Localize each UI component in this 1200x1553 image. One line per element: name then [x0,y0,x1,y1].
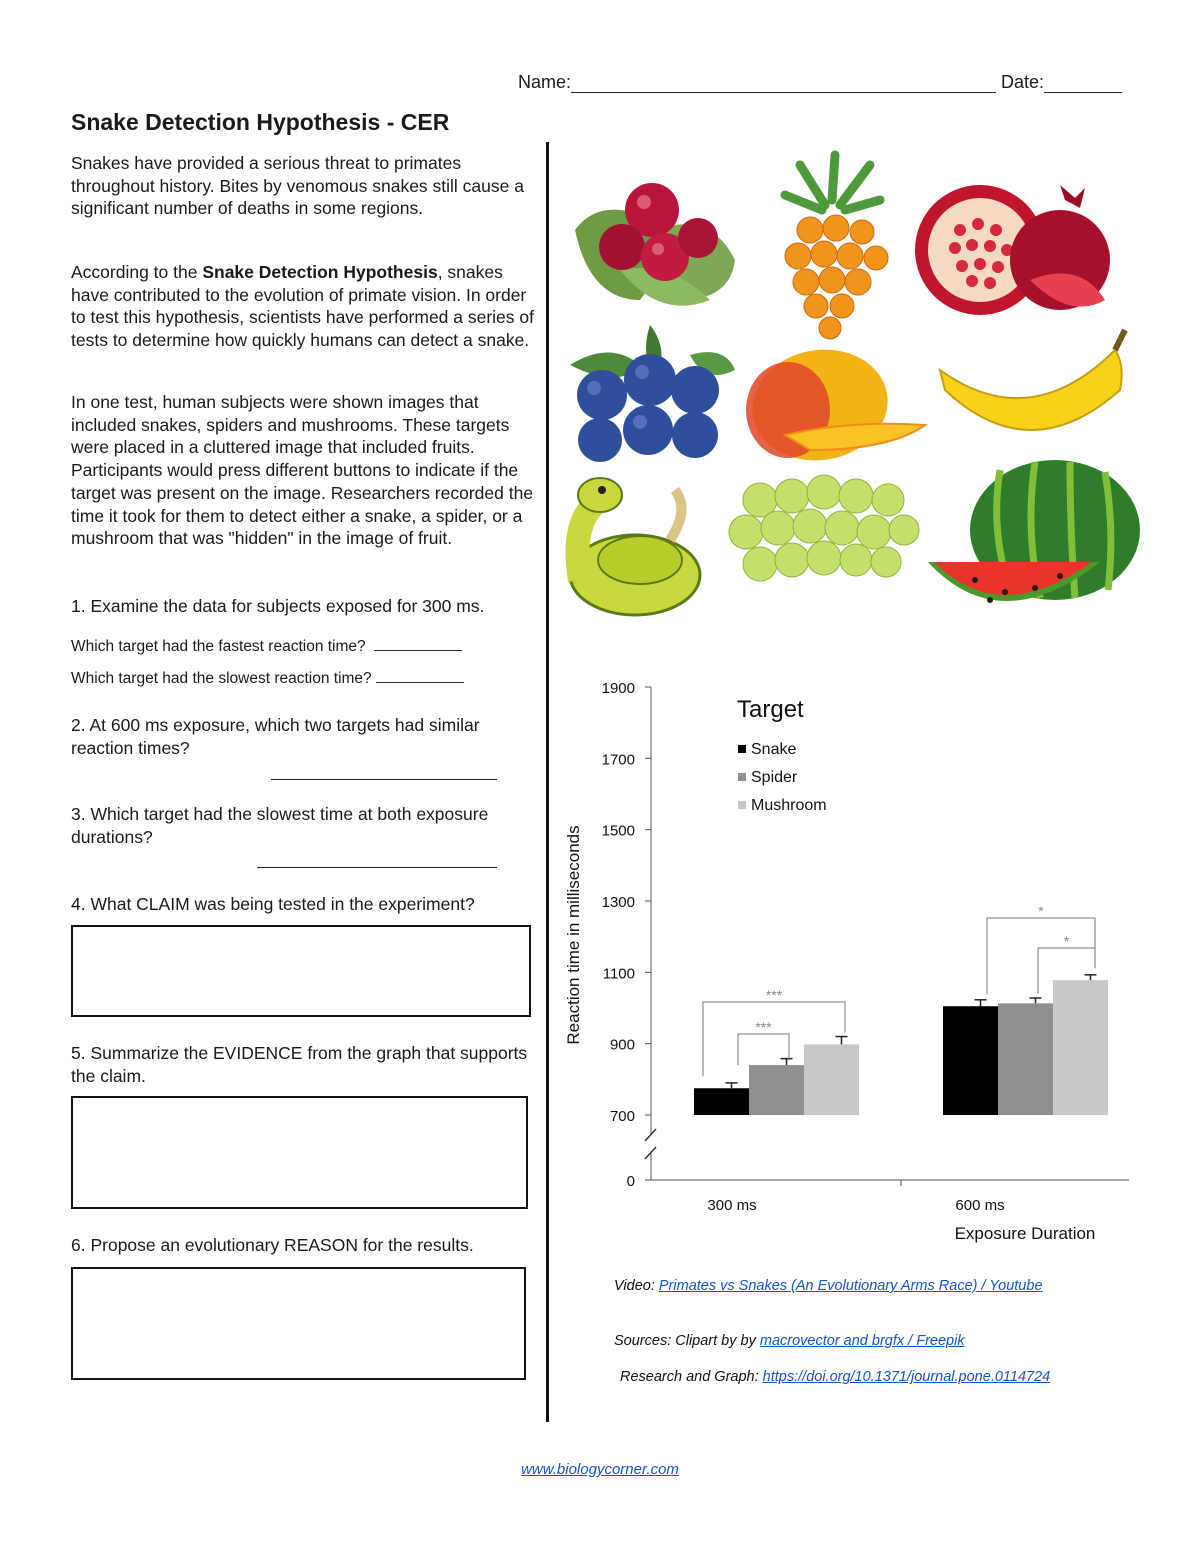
name-date-header [518,72,1122,93]
chart-bar [943,1006,998,1115]
claim-answer-box[interactable] [71,925,531,1017]
chart-bar [804,1044,859,1115]
significance-bracket [738,1034,789,1065]
legend-swatch [738,745,746,753]
question-5: 5. Summarize the EVIDENCE from the graph that supports the claim. [71,1043,528,1086]
clipart-link[interactable]: macrovector and brgfx / Freepik [759,1333,965,1349]
question-6: 6. Propose an evolutionary REASON for the results. [71,1235,474,1255]
column-divider [546,142,549,1422]
y-tick-label: 900 [609,1036,635,1054]
y-tick-label: 1100 [602,965,635,983]
y-axis-title: Reaction time in milliseconds [564,825,583,1045]
answer-1b-field[interactable] [376,682,464,683]
question-1a-text: Which target had the fastest reaction time? [71,638,366,655]
question-4: 4. What CLAIM was being tested in the experiment? [71,894,475,914]
significance-label: * [1063,933,1070,949]
footer [0,1461,1200,1478]
y-tick-label: 1700 [601,751,635,769]
legend-swatch [738,801,746,809]
y-tick-label: 1500 [601,822,635,840]
name-label: Name: [518,72,572,92]
chart-bars [694,918,1108,1115]
research-source [620,1369,1050,1385]
blueberries-image [570,325,735,462]
fruit-clipart-grid [560,150,1140,640]
answer-1a-field[interactable] [374,650,462,651]
x-tick-label: 600 ms [955,1197,1005,1214]
y-tick-label: 1900 [601,680,635,697]
question-3: 3. Which target had the slowest time at both exposure durations? [71,804,489,847]
question-1a [71,638,462,656]
chart-labels [564,680,1095,1243]
x-axis-title: Exposure Duration [954,1224,1096,1243]
evidence-answer-box[interactable] [71,1096,528,1209]
video-label: Video: [614,1278,659,1294]
snake-image [570,478,700,615]
cranberries-image [575,183,735,306]
x-tick-label: 300 ms [707,1197,757,1214]
chart-bar [694,1088,749,1115]
legend-swatch [738,773,746,781]
significance-label: *** [765,987,783,1003]
question-1b-text: Which target had the slowest reaction time? [71,670,372,687]
sources-label: Sources: Clipart by by [614,1333,760,1349]
intro-paragraph-3: In one test, human subjects were shown images that included snakes, spiders and mushrooms. These targets were placed in a cluttered image that included fruits. Participants would press different buttons to indicate if the target was present on the image. Researchers recorded the time it took for them to detect either a snake, a spider, or a mushroom that was "hidden" in the image of fruit. [71,392,534,549]
banana-image [940,330,1125,430]
answer-3-field[interactable] [257,867,497,868]
date-label: Date: [1001,72,1045,92]
legend-title: Target [737,696,804,723]
video-source [614,1278,1043,1294]
clipart-source [614,1333,965,1349]
chart-bar [1053,980,1108,1115]
watermelon-image [928,460,1140,603]
legend-label: Spider [751,769,798,786]
intro-paragraph-2 [71,261,541,352]
reaction-time-chart [555,665,1155,1265]
question-1b [71,670,464,688]
reason-answer-box[interactable] [71,1267,526,1380]
date-field[interactable] [1044,74,1122,93]
intro-paragraph-1: Snakes have provided a serious threat to primates throughout history. Bites by venomous snakes still cause a significant number of deaths in some regions. [71,153,524,219]
research-link[interactable]: https://doi.org/10.1371/journal.pone.0114724 [762,1369,1051,1385]
significance-label: *** [755,1019,772,1035]
significance-label: * [1038,903,1044,919]
research-label: Research and Graph: [620,1369,763,1385]
y-tick-label: 700 [609,1108,635,1125]
page-title: Snake Detection Hypothesis - CER [71,109,450,135]
hypothesis-name: Snake Detection Hypothesis [202,262,438,282]
sea-buckthorn-image [785,155,888,339]
legend-label: Snake [751,741,797,758]
chart-bar [998,1003,1053,1115]
intro-p2-suffix: , snakes have contributed to the evolution of primate vision. In order to test this hypothesis, scientists have performed a series of tests to determine how quickly humans can detect a snake. [71,262,534,351]
grapes-image [729,475,919,581]
question-1: 1. Examine the data for subjects exposed for 300 ms. [71,596,485,616]
legend-label: Mushroom [751,797,827,814]
intro-p2-prefix: According to the [71,262,203,282]
footer-link[interactable]: www.biologycorner.com [521,1461,679,1478]
y-tick-label: 1300 [601,894,635,911]
chart-bar [749,1065,804,1115]
axis-break-gap [643,1135,659,1153]
y-tick-label: 0 [626,1173,635,1190]
video-link[interactable]: Primates vs Snakes (An Evolutionary Arms Race) / Youtube [658,1278,1043,1294]
answer-2-field[interactable] [271,779,497,780]
name-field[interactable] [571,74,996,93]
pomegranate-image [915,185,1110,315]
question-2: 2. At 600 ms exposure, which two targets had similar reaction times? [71,715,480,758]
mango-image [743,339,925,471]
